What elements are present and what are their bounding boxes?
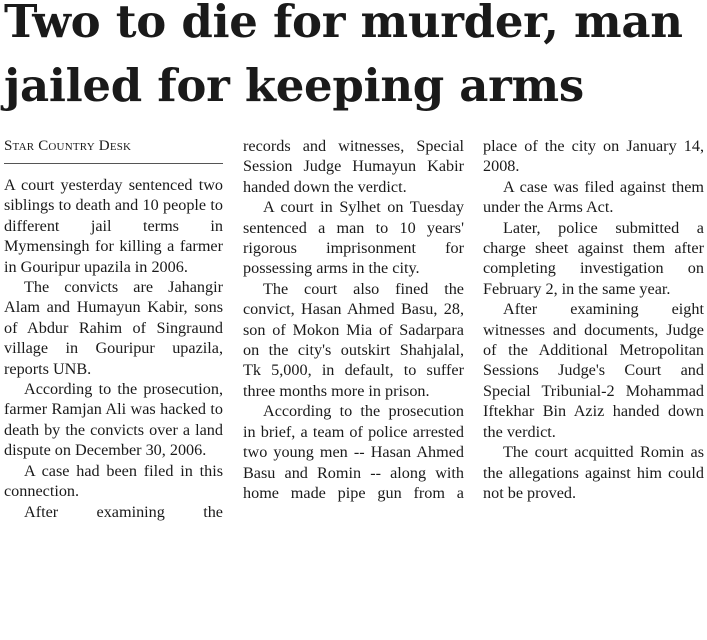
article-column-3 (483, 136, 704, 503)
paragraph: After examining eight witnesses and documents, Judge of the Additional Metropolitan Sessions Judge's Court and Special Tribunial-2 Mohammad Iftekhar Bin Aziz handed down the verdict. (483, 300, 704, 441)
paragraph: records and witnesses, Special Session Judge Humayun Kabir handed down the verdict. (243, 137, 464, 196)
paragraph: The convicts are Jahangir Alam and Humayun Kabir, sons of Abdur Rahim of Singraund village in Gouripur upazila, reports UNB. (4, 278, 223, 378)
paragraph: The court also fined the convict, Hasan Ahmed Basu, 28, son of Mokon Mia of Sadarpara on the city's outskirt Shahjalal, Tk 5,000, in default, to suffer three months more in prison. (243, 279, 464, 400)
headline-line-2: jailed for keeping arms (4, 59, 584, 112)
paragraph: A case was filed against them under the Arms Act. (483, 177, 704, 217)
headline (4, 0, 707, 118)
paragraph: According to the prosecution in brief, a team of police arrested two young men -- Hasan Ahmed Basu and Romin -- along with home made pipe gun from a (243, 402, 464, 502)
headline-line-1: Two to die for murder, man (4, 0, 683, 48)
paragraph: A court in Sylhet on Tuesday sentenced a man to 10 years' rigorous imprisonment for possessing arms in the city. (243, 198, 464, 278)
paragraph: place of the city on January 14, 2008. (483, 137, 704, 176)
article-column-2 (243, 136, 464, 503)
paragraph: The court acquitted Romin as the allegations against him could not be proved. (483, 443, 704, 502)
paragraph: After examining the (24, 502, 223, 521)
paragraph: According to the prosecution, farmer Ramjan Ali was hacked to death by the convicts over a land dispute on December 30, 2006. (4, 380, 223, 460)
paragraph: Later, police submitted a charge sheet against them after completing investigation on February 2, in the same year. (483, 218, 704, 298)
paragraph: A case had been filed in this connection. (4, 461, 223, 501)
article-column-1 (4, 136, 223, 522)
paragraph: A court yesterday sentenced two siblings to death and 10 people to different jail terms in Mymensingh for killing a farmer in Gouripur upazila in 2006. (4, 176, 223, 276)
byline: Star Country Desk (4, 136, 223, 164)
